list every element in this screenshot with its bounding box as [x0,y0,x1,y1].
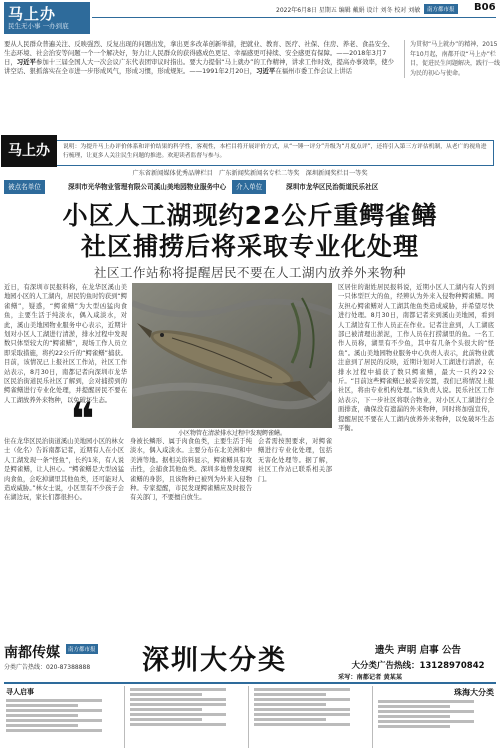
tag-intervening-unit: 深圳市龙华区民治街道民乐社区 [286,183,379,191]
column-box-logo: 马上办 [1,135,57,167]
unit-tags [4,180,496,194]
quote-part-3: 参加十三届全国人大一次会议广东代表团审议时指出。要大力提倡“马上就办”的工作精神，讲求工作时效，提高办事效率，使少讲空话、狠抓落实在全市进一步形成风气，形成习惯，形成规矩。——1991年2月20日， [4,58,395,75]
ad-right-line-1: 遗失 声明 启事 公告 [375,645,461,656]
column-box-text: 说明：为提升马上办评价体系和评价结果的科学性，客观性，本栏目将开展评价方式，从“一锤一评分”升级为“月度点评”，还将引入第三方评估机制，从老广的视角进行梳理，让更多人关注民生问题的推进。欢迎读者监督与参与。 [63,144,487,159]
quote-mark-icon: ❝ [70,392,95,446]
ad-right-line-2: 大分类广告热线：13128970842 [351,661,485,671]
tag-named-unit-label: 被点名单位 [4,180,45,194]
ad-title: 深圳大分类 [142,645,287,676]
column-logo [4,2,90,34]
masthead [0,0,500,36]
article-column-1: 近日，有深圳市民报料称，在龙华区溪山美地园小区的人工湖内，居民钓鱼时钓获到“鳄雀鳝”，疑惑，“鳄雀鳝”为大型凶猛肉食鱼，主要生活于纯淡水，偶入咸淡水，对此，溪山美地园物业服务中心表示，近期计划对小区人工湖进行清淤，排水过程中发现数只体型较大的“鳄雀鳝”，现场工作人员立即采取措施，将约22公斤的“鳄雀鳝”捕获。目前，该情况已上报社区工作站，社区工作站表示，8月30日，南都记者向深圳市龙华区民治街道民乐社区了解到，会对捕捞到的鳄雀鳝进行专业化处理，并提醒居民不要在人工湖放养外来物种，以免破坏生态。 [4,284,127,404]
fish-photo-illustration [132,283,332,428]
logo-main-text: 马上办 [8,5,57,23]
headline-line-1: 小区人工湖现约22公斤重鳄雀鳝 [62,201,438,230]
page-number: B06 [474,2,496,13]
article-bottom-column-1: 住在龙华区民治街道溪山美地园小区的林女士（化名）告诉南都记者，近期有人在小区人工湖发现一条“怪鱼”，长约1米，有人说是鳄雀鳝，让人担心。“鳄雀鳝是大型凶猛肉食鱼，会吃掉湖里其他鱼类，还可能对人造成威胁。”林女士说，小区里有不少孩子会在湖边玩，家长们都很担心。 [4,438,124,502]
classified-ad-grid [4,682,496,750]
subheadline: 社区工作站称将提醒居民不要在人工湖内放养外来物种 [93,265,406,280]
ad-badge: 南方都市报 [66,644,98,654]
photo-caption: 小区物管在清淤排水过程中发现鳄雀鳝。 [177,430,286,437]
ad-cell-2 [128,686,249,748]
quote-part-2: 努力让人民群众的获得感成色更足、幸福感更可持续、安全感更有保障。——2018年3月7日， [4,49,387,66]
ad-brand: 南都传媒 [4,645,60,661]
ad-right-box [340,640,496,678]
ad-hotline: 分类广告热线：020-87388888 [4,664,91,671]
section-badge: 南方都市报 [424,4,458,14]
ad-cell-1-title: 寻人启事 [6,688,34,696]
classified-ad-header [4,640,334,678]
headline-line-2: 社区捕捞后将采取专业化处理 [80,232,419,261]
headline [0,200,500,262]
awards-line: 广东省新闻媒体优秀品牌栏目 广东新闻奖新闻名专栏二等奖 深圳新闻奖栏目一等奖 [132,170,368,177]
article-photo [132,283,332,428]
top-quote [4,40,396,76]
tag-intervening-unit-label: 介入单位 [232,180,266,194]
ad-cell-1 [4,686,125,748]
article-column-right: 区居住的谢姓居民报料说，近期小区人工湖内有人钓到一只体型巨大的鱼，经辨认为外来入侵物种鳄雀鳝。网友担心鳄雀鳝对人工湖其他鱼类造成威胁，并希望尽快进行处理。8月30日，南都记者来到溪山美地园，看到人工湖边有工作人员正在作业。记者注意到，人工湖底部已被清理出淤泥，工作人员在打捞湖里的鱼。一名工作人员称，湖里有不少鱼，其中有几条个头很大的“怪鱼”。溪山美地园物业服务中心负责人表示，此前物业就注意到了居民的反映，近期计划对人工湖进行清淤，在排水过程中捕获了数只鳄雀鳝，最大一只约22公斤。“目前这些鳄雀鳝已被妥善安置，我们已将情况上报社区，将由专业机构处理。”该负责人说。民乐社区工作站表示，下一步社区将联合物业，对小区人工湖进行全面排查，确保没有遗漏的外来物种，同时将加强宣传，提醒居民不要在人工湖内放养外来物种，以免破坏生态平衡。 [338,284,494,433]
quote-part-4: 在福州市委工作会议上讲话 [275,67,352,75]
header-info: 2022年6月8日 星期五 编辑 戴娟 设计 刘冬 校对 刘敏 [276,7,421,14]
reporter-byline: 采写：南都记者 黄某某 [338,674,403,681]
ad-cell-4 [376,686,496,748]
quote-part-1: 要从人民群众普遍关注、反映强烈、反复出现的问题出发，拿出更多改革创新举措，把就业、教育、医疗、社保、住房、养老、食品安全、生态环境、社会治安等问题一个一个解决好， [4,40,394,57]
ad-cell-4-title: 珠海大分类 [454,688,494,697]
article-bottom-column-3: 会者需按照要求，对鳄雀鳝进行专业化处理，包括无害化处理等。据了解，社区工作站已联系相关部门。 [258,438,332,483]
header-rule [92,17,496,18]
side-note: 为贯彻“马上就办”的精神，2015年10月起，南都开设“马上办”栏目，促进民生问题解决，践行一线为民的初心与使命。 [404,40,500,78]
tag-named-unit: 深圳市光华物业管理有限公司溪山美地园物业服务中心 [68,183,227,191]
logo-slogan: 民生无小事 一办到底 [8,22,69,30]
article-bottom-column-2: 身被长鳞形、属于肉食鱼类，主要生活于纯淡水，偶入咸淡水。主要分布在北美洲和中美洲等地。据相关资料显示，鳄雀鳝具有攻击性，会捕食其他鱼类。深圳多地曾发现鳄雀鳝的身影，且该物种已被列为外来入侵物种。专家提醒，市民发现鳄雀鳝应及时报告有关部门，不要擅自放生。 [130,438,252,502]
column-description-box [4,140,494,166]
ad-cell-3 [252,686,373,748]
quote-speaker: 习近平 [16,58,36,66]
quote-speaker-2: 习近平 [256,67,276,75]
